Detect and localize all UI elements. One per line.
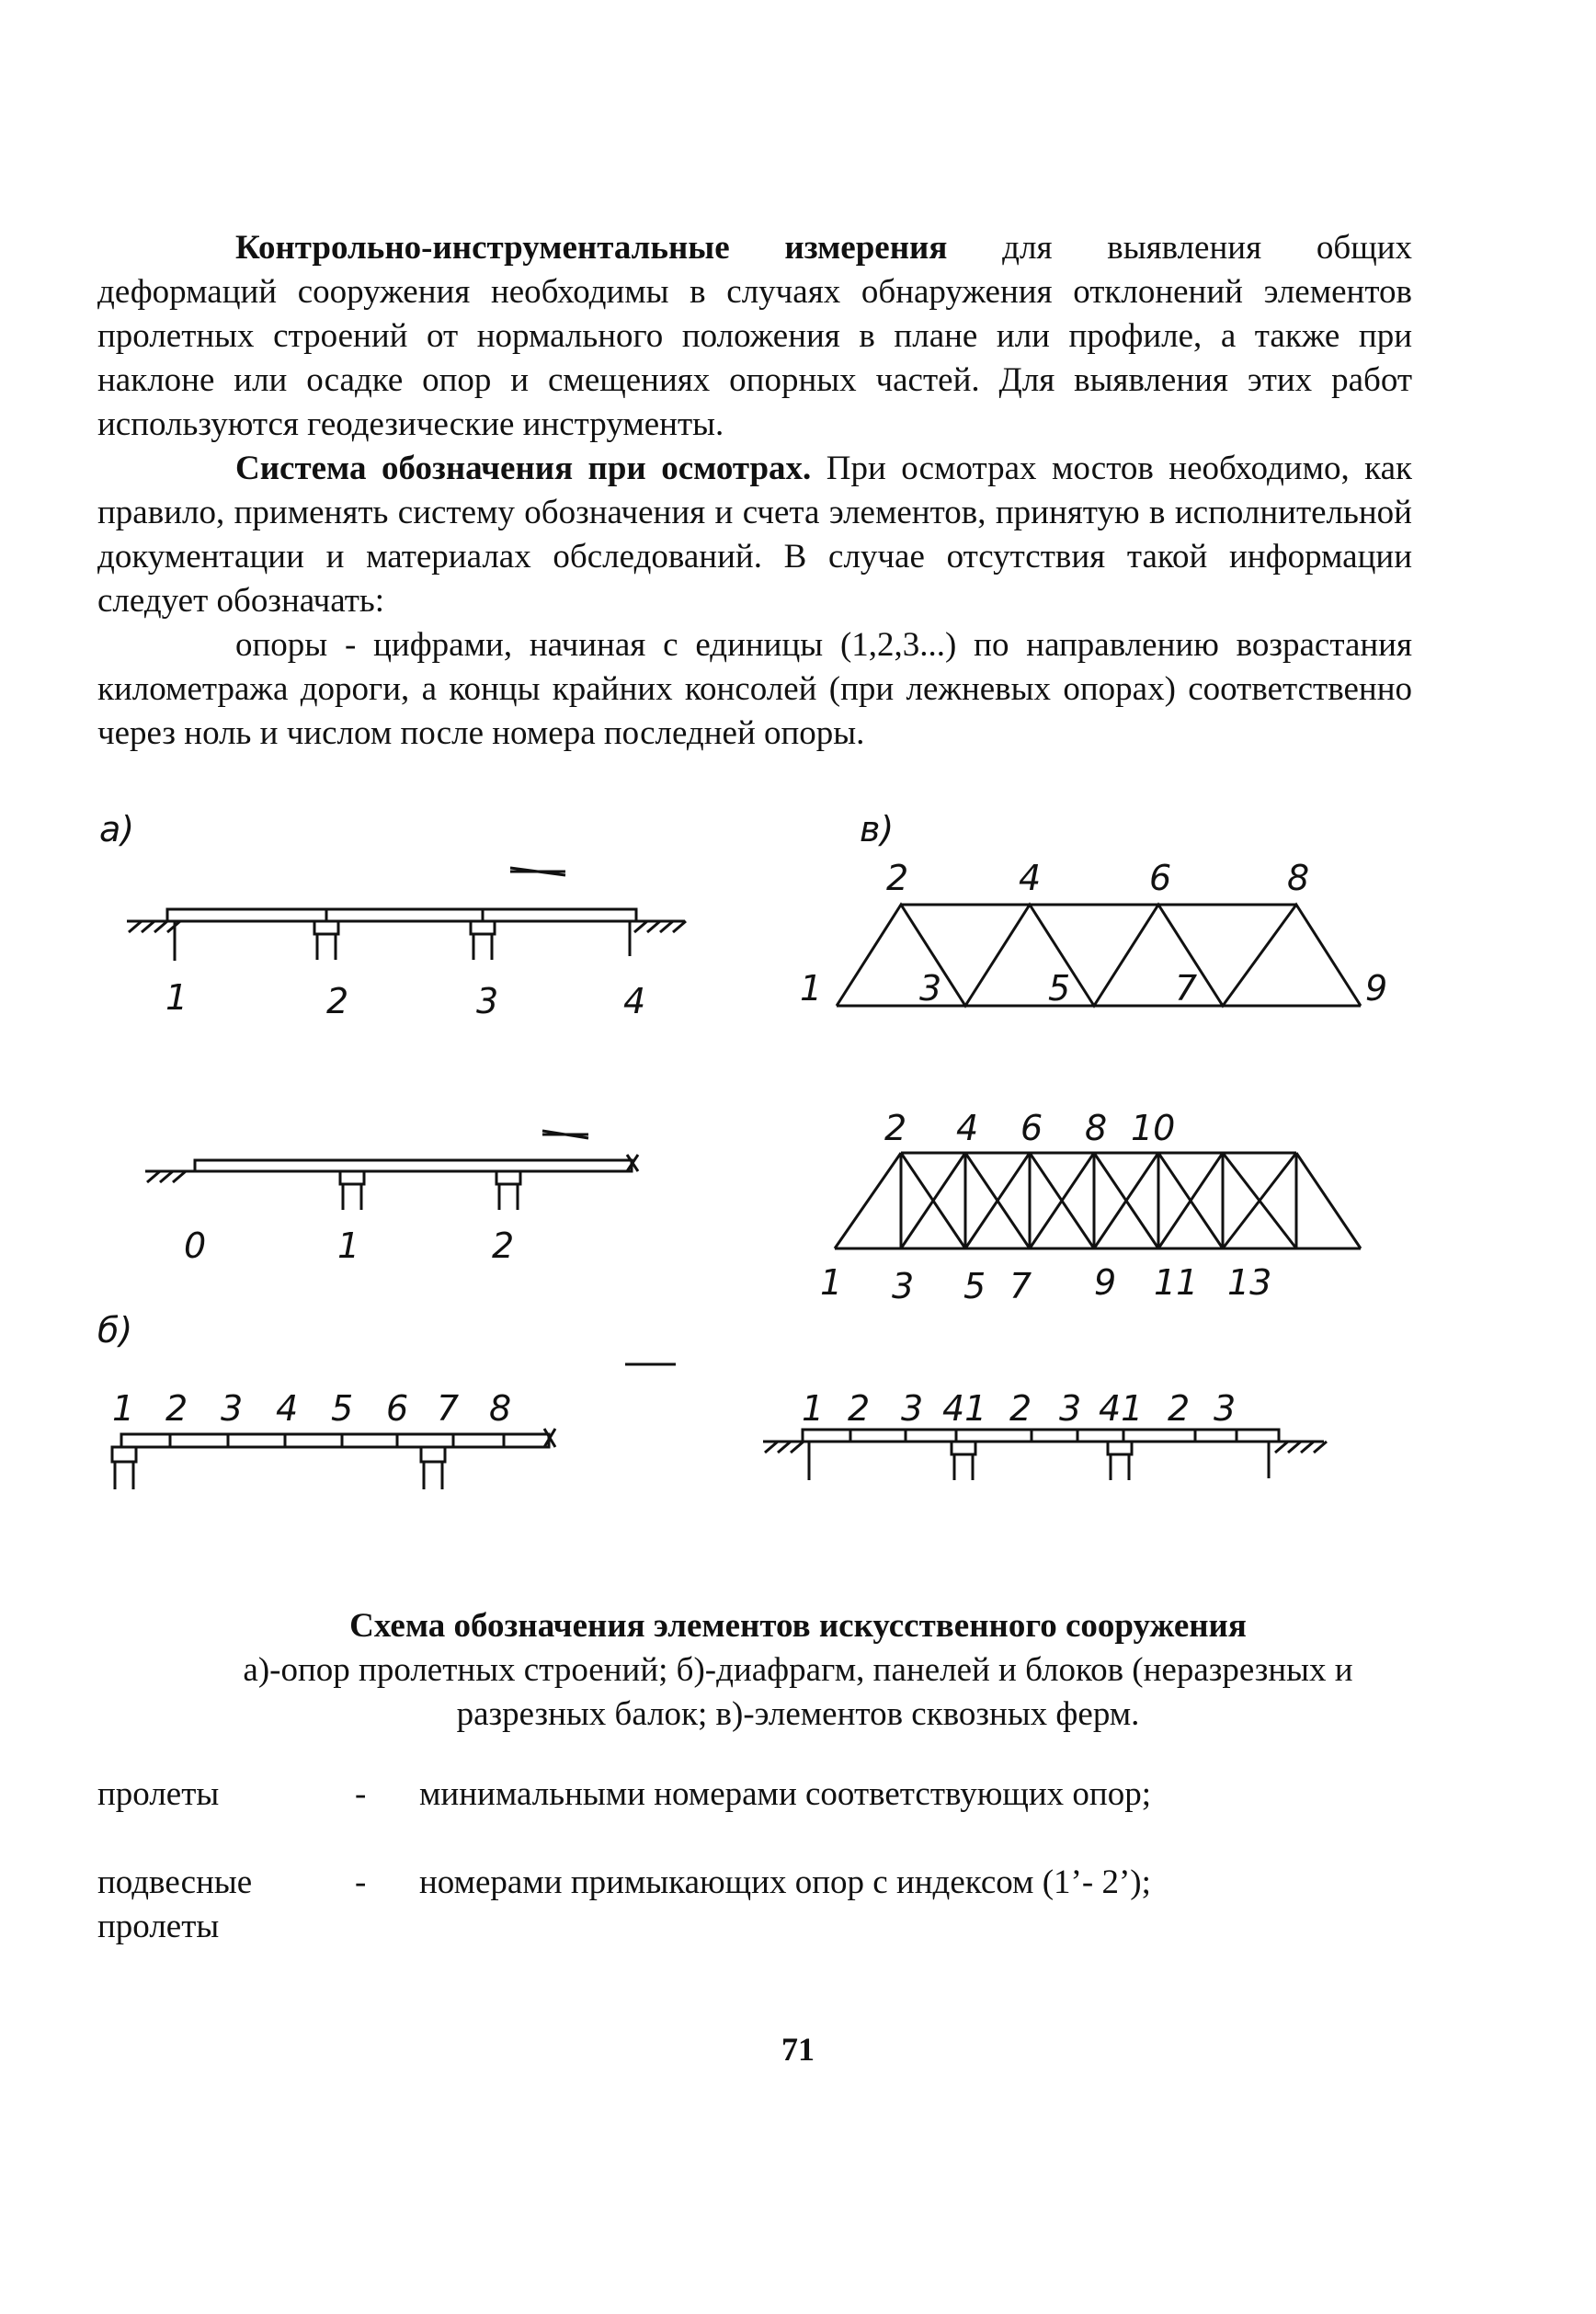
- node-number: 10: [1131, 1108, 1176, 1148]
- support-number: 1: [337, 1225, 360, 1266]
- paragraph-text: для выявления общих деформаций сооружения необходимы в случаях обнаружения отклонений элементов пролетных строений от нормального положения в плане или профиле, а также при наклоне или осадке опор и смещениях опорных частей. Для выявления этих работ используются геодезические инструменты.: [97, 229, 1412, 443]
- definition-list: [97, 1773, 1412, 1949]
- support-number: 3: [476, 981, 499, 1021]
- node-number: 6: [1149, 858, 1172, 898]
- node-number: 9: [1365, 968, 1388, 1009]
- term-designation-system: Система обозначения при осмотрах.: [235, 450, 812, 487]
- support-number: 1: [165, 977, 188, 1018]
- node-number: 7: [1175, 968, 1198, 1009]
- page-number: 71: [781, 2031, 815, 2068]
- node-number: 7: [1009, 1266, 1032, 1306]
- node-number: 5: [1048, 968, 1071, 1009]
- node-number: 4: [1019, 858, 1042, 898]
- b1-block-numbers: [112, 1388, 511, 1429]
- node-number: 9: [1094, 1262, 1117, 1303]
- block-number: 7: [437, 1388, 460, 1429]
- paragraph-supports-numbering: опоры - цифрами, начиная с единицы (1,2,3...) по направлению возрастания километража дороги, а концы крайних консолей (при лежневых опорах) соответственно через ноль и числом после номера последней опоры.: [97, 626, 1412, 752]
- definition-description: номерами примыкающих опор с индексом (1’- 2’);: [419, 1864, 1151, 1901]
- caption-title: Схема обозначения элементов искусственного сооружения: [349, 1607, 1247, 1645]
- block-number: 2: [1168, 1388, 1191, 1429]
- node-number: 11: [1154, 1262, 1199, 1303]
- block-number: 1: [802, 1388, 825, 1429]
- block-number: 2: [848, 1388, 871, 1429]
- figure-label-b: б): [97, 1310, 133, 1351]
- block-number: 3: [221, 1388, 244, 1429]
- definition-row: [97, 1773, 1412, 1861]
- block-number: 6: [386, 1388, 409, 1429]
- caption-line: разрезных балок; в)-элементов сквозных ферм.: [456, 1695, 1140, 1733]
- definition-row: [97, 1861, 1412, 1949]
- block-number: 1: [112, 1388, 135, 1429]
- support-number: 0: [184, 1225, 207, 1266]
- definition-term: пролеты: [97, 1775, 220, 1813]
- node-number: 6: [1020, 1108, 1043, 1148]
- block-number: 2: [165, 1388, 188, 1429]
- block-number: 2: [1009, 1388, 1032, 1429]
- node-number: 3: [919, 968, 942, 1009]
- a1-support-numbers: [165, 977, 645, 1021]
- node-number: 1: [820, 1262, 843, 1303]
- a2-support-numbers: [184, 1225, 514, 1266]
- definition-term: подвесные пролеты: [97, 1864, 253, 1945]
- caption-line: а)-опор пролетных строений; б)-диафрагм, панелей и блоков (неразрезных и: [243, 1651, 1353, 1689]
- node-number: 2: [884, 1108, 907, 1148]
- block-number: 5: [331, 1388, 354, 1429]
- node-number: 4: [956, 1108, 979, 1148]
- block-number: 41: [942, 1388, 987, 1429]
- figure-label-a: а): [99, 809, 135, 849]
- block-number: 4: [276, 1388, 299, 1429]
- support-number: 2: [492, 1225, 515, 1266]
- paragraph-text: При осмотрах мостов необходимо, как правило, применять систему обозначения и счета элементов, принятую в исполнительной документации и материалах обследований. В случае отсутствия такой информации следует обозначать:: [97, 450, 1412, 620]
- definition-dash: -: [355, 1775, 367, 1813]
- node-number: 8: [1287, 858, 1310, 898]
- support-number: 2: [326, 981, 349, 1021]
- definition-description: минимальными номерами соответствующих опор;: [419, 1775, 1151, 1813]
- node-number: 3: [892, 1266, 915, 1306]
- v1-truss-numbers: [800, 858, 1387, 1009]
- b2-block-numbers: [802, 1388, 1236, 1429]
- block-number: 41: [1099, 1388, 1144, 1429]
- term-instrumental-measurements: Контрольно-инструментальные измерения: [235, 229, 948, 267]
- node-number: 8: [1085, 1108, 1108, 1148]
- block-number: 8: [489, 1388, 512, 1429]
- block-number: 3: [1059, 1388, 1082, 1429]
- figure-label-v: в): [860, 809, 895, 849]
- block-number: 3: [901, 1388, 924, 1429]
- v2-truss-numbers: [820, 1108, 1271, 1306]
- figure-caption: [184, 1604, 1412, 1737]
- node-number: 5: [963, 1266, 986, 1306]
- node-number: 1: [800, 968, 823, 1009]
- node-number: 2: [886, 858, 909, 898]
- definition-dash: -: [355, 1864, 367, 1901]
- block-number: 3: [1214, 1388, 1237, 1429]
- support-number: 4: [623, 981, 646, 1021]
- node-number: 13: [1227, 1262, 1272, 1303]
